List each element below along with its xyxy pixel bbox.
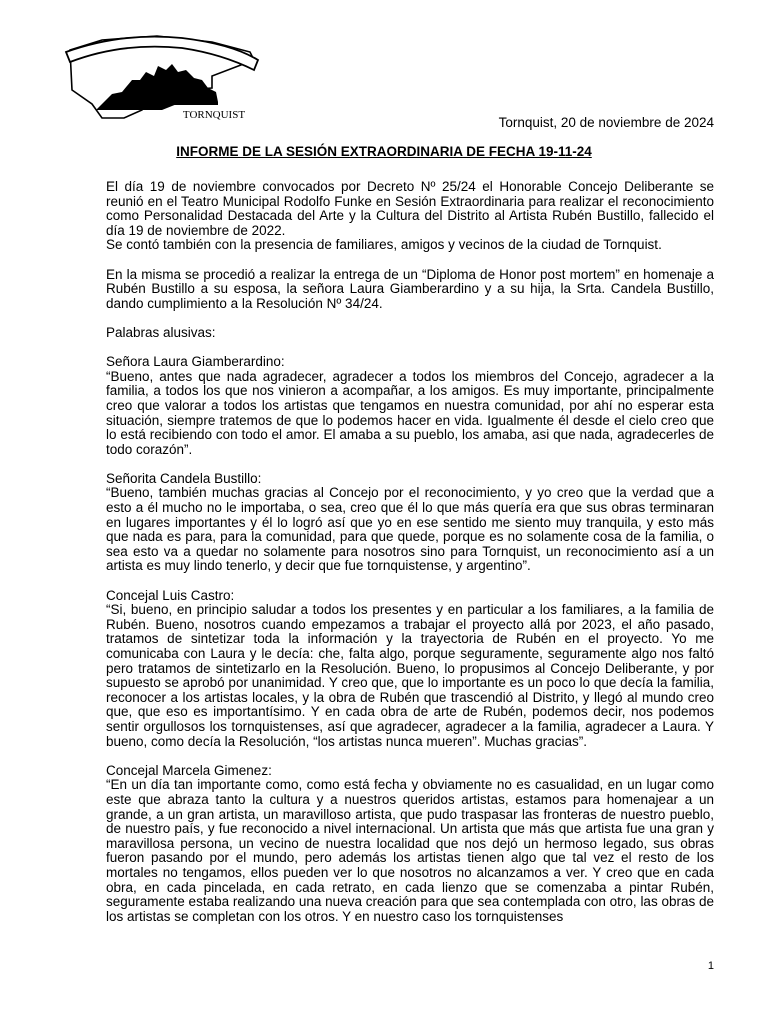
speech-text: “En un día tan importante como, como está fecha y obviamente no es casualidad, en un lugar como este que abraza tanto la cultura y a nuestros queridos artistas, estamos para homenajear a un grande, a un gran artista, un maravilloso artista, que pudo traspasar las fronteras de nuestro pueblo, de nuestro país, y fue reconocido a nivel internacional. Un artista que más que artista fue una gran y maravillosa persona, un vecino de nuestra localidad que nos dejó un hermoso legado, sus obras fueron pasando por el mundo, pero además los artistas tienen algo que tal vez el resto de los mortales no tengamos, ellos pueden ver lo que nosotros no alcanzamos a ver. Y creo que en cada obra, en cada pincelada, en cada retrato, en cada lienzo que se comenzaba a pintar Rubén, seguramente estaba realizando una nueva creación para que sea contemplada con otro, las obras de los artistas se completan con los otros. Y en nuestro caso los tornquistenses <box>106 777 714 924</box>
council-logo <box>62 30 262 122</box>
intro-paragraph: El día 19 de noviembre convocados por Decreto Nº 25/24 el Honorable Concejo Deliberante se reunió en el Teatro Municipal Rodolfo Funke en Sesión Extraordinaria para realizar el reconocimiento como Personalidad Destacada del Arte y la Cultura del Distrito al Artista Rubén Bustillo, fallecido el día 19 de noviembre de 2022. <box>106 179 714 238</box>
diploma-paragraph: En la misma se procedió a realizar la entrega de un “Diploma de Honor post mortem” en homenaje a Rubén Bustillo a su esposa, la señora Laura Giamberardino y a su hija, la Srta. Candela Bustillo, dando cumplimiento a la Resolución Nº 34/24. <box>106 266 714 311</box>
speech-text: “Bueno, antes que nada agradecer, agradecer a todos los miembros del Concejo, agradecer a la familia, a todos los que nos vinieron a acompañar, a los amigos. Es muy importante, principalmente creo que valorar a todos los artistas que tengamos en nuestra comunidad, por ahí no esperar esta situación, siempre tratemos de que lo podemos hacer en vida. Igualmente él desde el cielo creo que lo está recibiendo con todo el amor. El amaba a su pueblo, los amaba, asi que nada, agradecerles de todo corazón”. <box>106 368 714 457</box>
date-line: Tornquist, 20 de noviembre de 2024 <box>498 115 714 130</box>
speaker-name: Concejal Luis Castro: <box>106 587 235 603</box>
speech-text: “Si, bueno, en principio saludar a todos los presentes y en particular a los familiares, a la familia de Rubén. Bueno, nosotros cuando empezamos a trabajar el proyecto allá por 2023, el año pasado, tratamos de sintetizar toda la información y la trayectoria de Rubén en el proyecto. Yo me comunicaba con Laura y le decía: che, falta algo, porque seguramente, seguramente algo nos faltó pero tratamos de sintetizarlo en la Resolución. Bueno, lo propusimos al Concejo Deliberante, y por supuesto se aprobó por unanimidad. Y creo que, que lo importante es un poco lo que decía la familia, reconocer a los artistas locales, y la obra de Rubén que trascendió al Distrito, y llegó al mundo creo que, que eso es importantísimo. Y en cada obra de arte de Rubén, podemos decir, nos podemos sentir orgullosos los tornquistenses, así que agradecer, agradecer a la familia, agradecer a Laura. Y bueno, como decía la Resolución, “los artistas nunca mueren”. Muchas gracias”. <box>106 602 714 749</box>
speaker-name: Señorita Candela Bustillo: <box>106 470 262 486</box>
page-number: 1 <box>707 960 714 972</box>
council-seal-graphic <box>62 30 262 122</box>
speech-text: “Bueno, también muchas gracias al Concejo por el reconocimiento, y yo creo que la verdad que a esto a él mucho no le importaba, o sea, creo que él lo que más quería era que sus obras terminaran en lugares importantes y él lo logró así que yo en ese sentido me siento muy tranquila, y esto más que nada es para, para la comunidad, para que quede, porque es no solamente cosa de la familia, o sea esto va a quedar no solamente para nosotros sino para Tornquist, un reconocimiento así a un artista es muy lindo tenerlo, y decir que fue tornquistense, y argentino”. <box>106 485 714 574</box>
speeches-heading: Palabras alusivas: <box>106 324 216 340</box>
logo-caption: TORNQUIST <box>182 109 246 121</box>
speaker-name: Concejal Marcela Gimenez: <box>106 762 272 778</box>
report-title: INFORME DE LA SESIÓN EXTRAORDINARIA DE FECHA 19-11-24 <box>176 144 592 159</box>
speaker-name: Señora Laura Giamberardino: <box>106 354 285 370</box>
report-body <box>106 180 714 924</box>
attendance-paragraph: Se contó también con la presencia de familiares, amigos y vecinos de la ciudad de Tornquist. <box>106 237 662 253</box>
